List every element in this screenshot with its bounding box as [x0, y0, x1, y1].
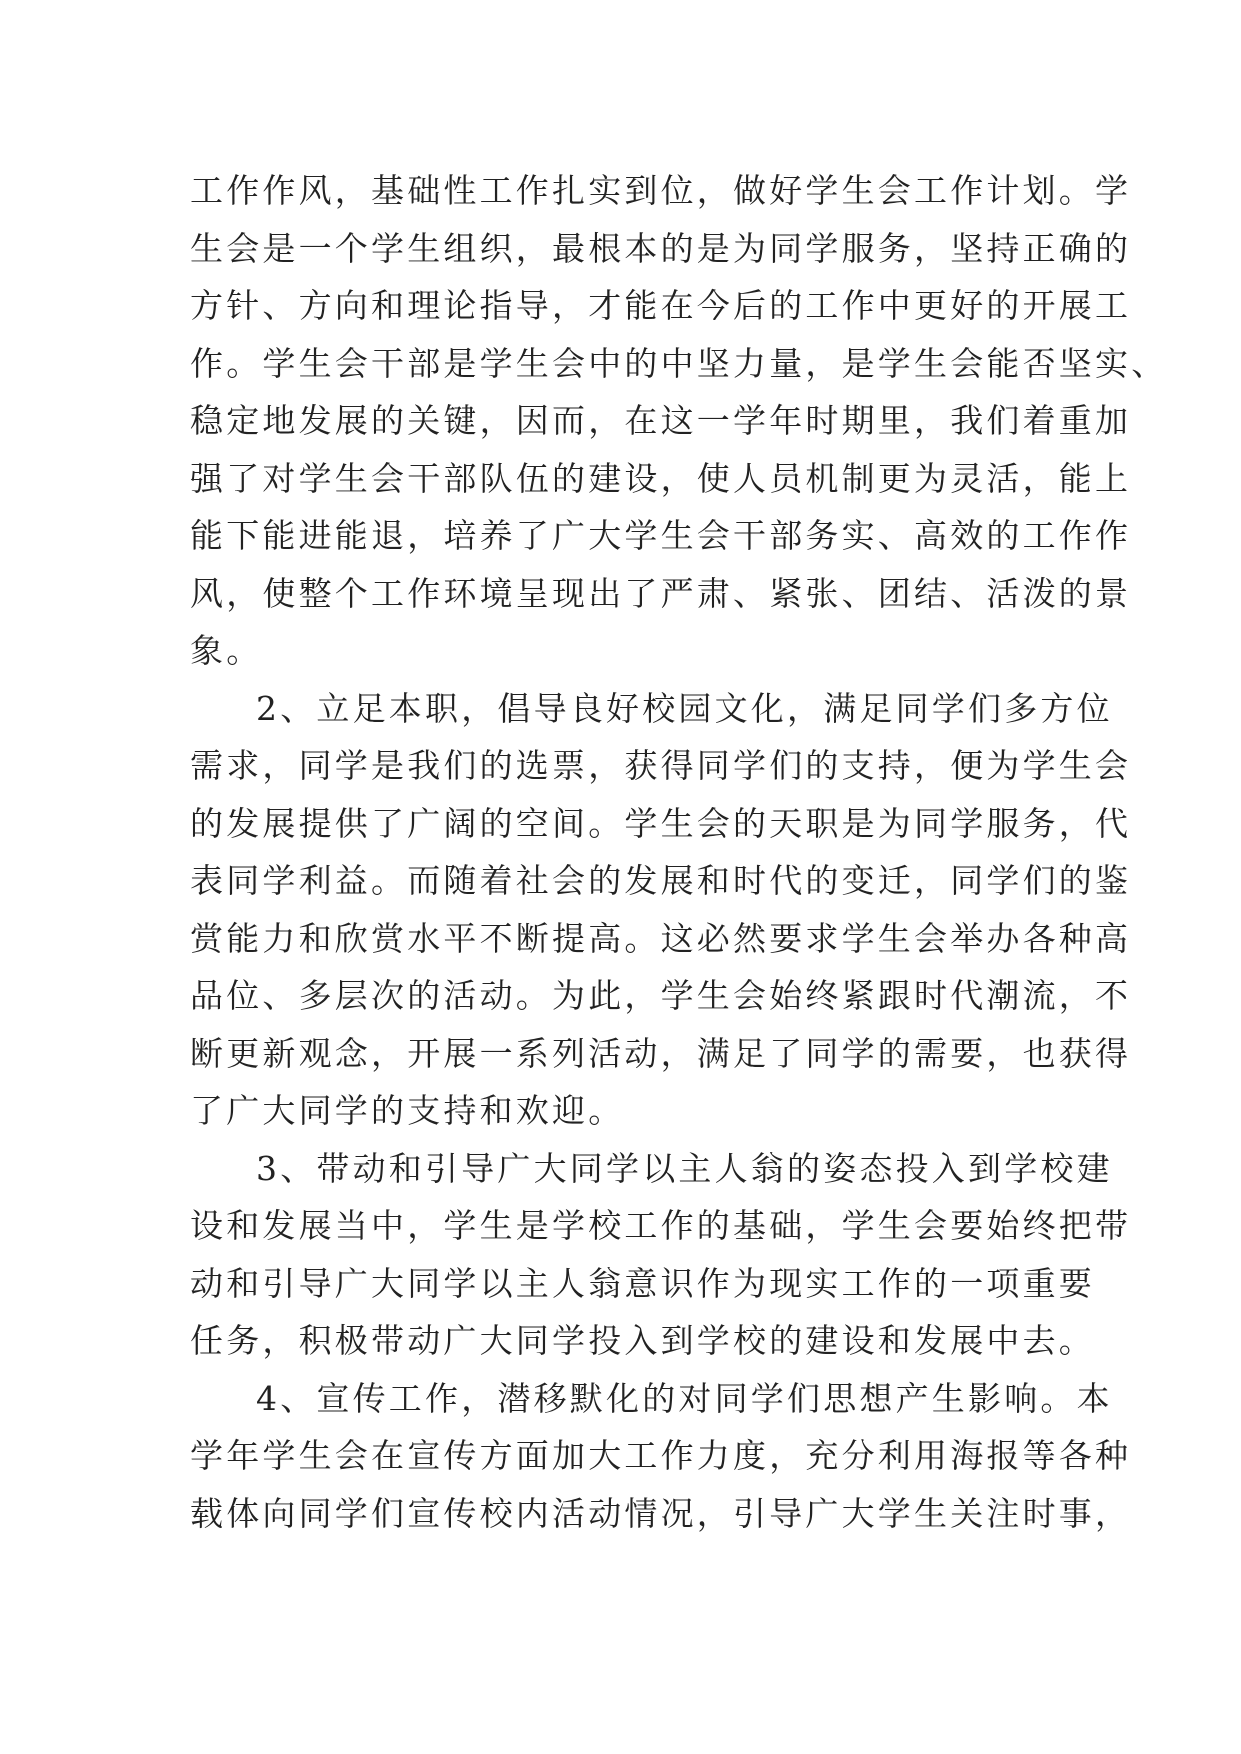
text-line: 任务，积极带动广大同学投入到学校的建设和发展中去。 — [190, 1321, 1095, 1360]
paragraph-item-4 — [190, 1370, 1132, 1543]
text-line: 学年学生会在宣传方面加大工作力度，充分利用海报等各种 — [190, 1436, 1132, 1475]
text-line: 工作作风，基础性工作扎实到位，做好学生会工作计划。学 — [190, 171, 1132, 210]
paragraph-item-2 — [190, 680, 1132, 1140]
text-line: 需求，同学是我们的选票，获得同学们的支持，便为学生会 — [190, 746, 1132, 785]
text-line: 象。 — [190, 631, 263, 670]
text-line: 动和引导广大同学以主人翁意识作为现实工作的一项重要 — [190, 1263, 1095, 1303]
text-line: 赏能力和欣赏水平不断提高。这必然要求学生会举办各种高 — [190, 918, 1132, 958]
text-line: 表同学利益。而随着社会的发展和时代的变迁，同学们的鉴 — [190, 861, 1132, 900]
text-line: 风，使整个工作环境呈现出了严肃、紧张、团结、活泼的景 — [190, 573, 1132, 613]
text-line: 品位、多层次的活动。为此，学生会始终紧跟时代潮流，不 — [190, 976, 1132, 1015]
text-line: 4、宣传工作，潜移默化的对同学们思想产生影响。本 — [256, 1378, 1113, 1418]
text-line: 能下能进能退，培养了广大学生会干部务实、高效的工作作 — [190, 516, 1132, 555]
paragraph-continuation — [190, 162, 1168, 680]
text-line: 断更新观念，开展一系列活动，满足了同学的需要，也获得 — [190, 1033, 1132, 1073]
text-line: 方针、方向和理论指导，才能在今后的工作中更好的开展工 — [190, 286, 1132, 325]
text-line: 了广大同学的支持和欢迎。 — [190, 1091, 625, 1130]
text-line: 强了对学生会干部队伍的建设，使人员机制更为灵活，能上 — [190, 458, 1132, 498]
text-line: 稳定地发展的关键，因而，在这一学年时期里，我们着重加 — [190, 401, 1132, 440]
text-line: 生会是一个学生组织，最根本的是为同学服务，坚持正确的 — [190, 228, 1132, 268]
text-line: 设和发展当中，学生是学校工作的基础，学生会要始终把带 — [190, 1206, 1132, 1245]
text-line: 的发展提供了广阔的空间。学生会的天职是为同学服务，代 — [190, 803, 1132, 843]
paragraph-item-3 — [190, 1140, 1132, 1370]
text-line: 2、立足本职，倡导良好校园文化，满足同学们多方位 — [256, 688, 1113, 728]
text-line: 3、带动和引导广大同学以主人翁的姿态投入到学校建 — [256, 1148, 1113, 1188]
text-line: 载体向同学们宣传校内活动情况，引导广大学生关注时事， — [190, 1493, 1132, 1533]
body-text — [190, 162, 1168, 1542]
text-line: 作。学生会干部是学生会中的中坚力量，是学生会能否坚实、 — [190, 343, 1168, 383]
